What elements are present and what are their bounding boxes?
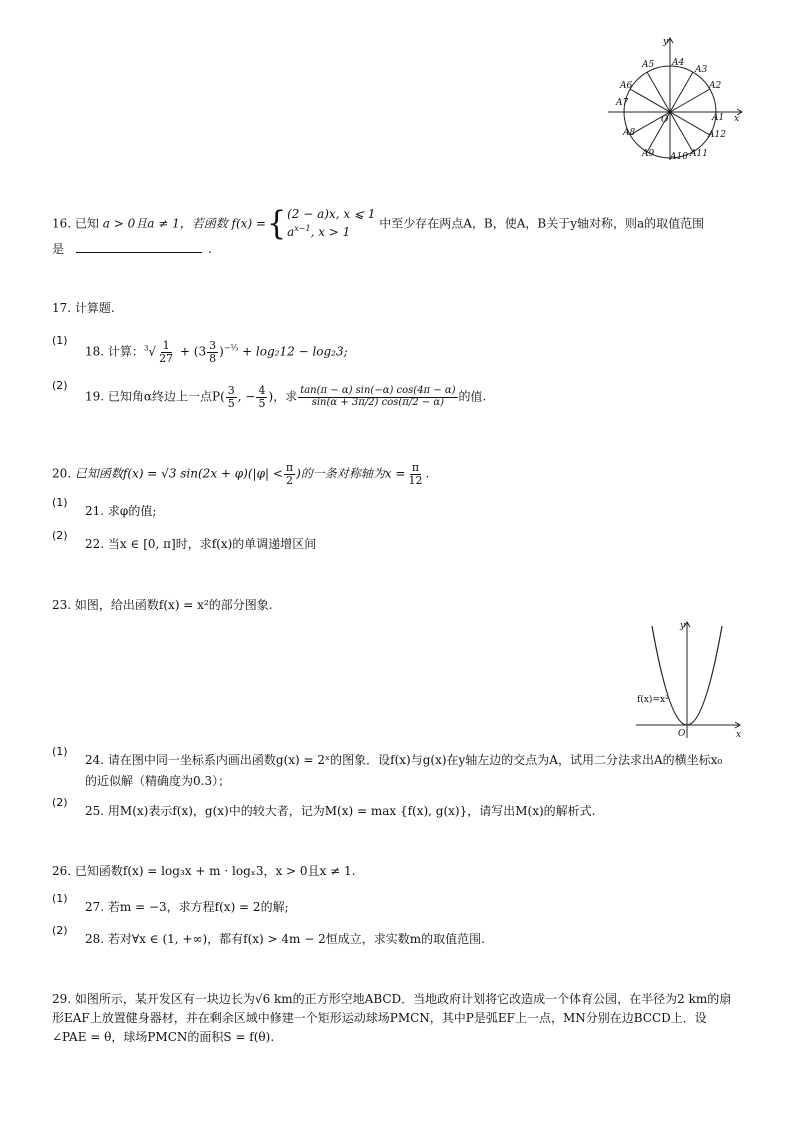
q20-number: 20.	[52, 466, 72, 481]
q16-pre: 已知	[74, 216, 99, 231]
q26-text: 已知函数f(x) = log₃x + m · logₓ3，x > 0且x ≠ 1.	[74, 864, 356, 878]
q26-part2-content: 28. 若对∀x ∈ (1, +∞)，都有f(x) > 4m − 2恒成立，求实数m的取值范围.	[85, 932, 485, 946]
label-o: O	[678, 729, 686, 739]
label-a9: A9	[642, 149, 655, 159]
question-29-line3	[52, 1030, 274, 1046]
q16-cases	[287, 206, 375, 242]
label-x: x	[736, 730, 742, 740]
unit-circle-figure	[606, 32, 756, 164]
q23-text: 如图，给出函数f(x) = x²的部分图象.	[74, 598, 273, 612]
q16-answer-blank[interactable]	[76, 240, 202, 253]
q16-end: .	[208, 242, 212, 256]
q16-post: 中至少存在两点A，B，使A，B关于y轴对称，则a的取值范围	[379, 216, 705, 231]
q26-part1-number: (1)	[52, 892, 68, 905]
label-o: O	[661, 115, 669, 125]
question-16-line2	[52, 240, 212, 258]
q20-mid: )的一条对称轴为x =	[296, 466, 406, 481]
q23-number: 23.	[52, 598, 72, 612]
label-a3: A3	[695, 65, 708, 75]
label-a12: A12	[708, 130, 726, 140]
label-a6: A6	[620, 81, 633, 91]
label-a10: A10	[670, 152, 688, 162]
label-a8: A8	[623, 128, 636, 138]
q20-part1-number: (1)	[52, 496, 68, 509]
q16-case1: (2 − a)x, x ⩽ 1	[287, 207, 376, 221]
label-a1: A1	[712, 113, 725, 123]
q29-line3: ∠PAE = θ，球场PMCN的面积S = f(θ).	[52, 1030, 275, 1044]
label-a4: A4	[672, 58, 685, 68]
q16-number: 16.	[52, 216, 72, 231]
q23-part2-content: 25. 用M(x)表示f(x)，g(x)中的较大者，记为M(x) = max {f(x), g(x)}，请写出M(x)的解析式.	[85, 804, 596, 818]
label-a11: A11	[690, 149, 708, 159]
q16-line2-text: 是	[52, 242, 65, 256]
q17-part1-content: 18. 计算：$^3$√ $\frac{1}{27}$ + (3 $\frac{3}{8}$ )$^{-\frac{1}{3}}$ + log₂12 − log₂3;	[85, 339, 348, 365]
q17-part1-number: (1)	[52, 334, 68, 347]
q23-part1-number: (1)	[52, 745, 68, 758]
question-23	[52, 598, 273, 614]
q29-line2: 形EAF上放置健身器材，并在剩余区域中修建一个矩形运动球场PMCN，其中P是弧EF上一点，MN分别在边BCCD上．设	[52, 1011, 707, 1025]
q23-part2-number: (2)	[52, 796, 68, 809]
label-y: y	[663, 37, 669, 47]
question-17	[52, 301, 115, 317]
q26-part2-number: (2)	[52, 924, 68, 937]
label-a2: A2	[709, 81, 722, 91]
q16-brace: {	[267, 204, 287, 243]
q16-case2: $a^{x-1}$, x > 1	[287, 224, 351, 240]
question-16	[52, 206, 704, 242]
q29-number: 29.	[52, 992, 72, 1006]
q20-part2-number: (2)	[52, 529, 68, 542]
label-fx: f(x)=x²	[637, 695, 669, 705]
q20-text: 已知函数f(x) = √3 sin(2x + φ)(|φ| <	[74, 466, 283, 481]
q23-part1-content-line2: 的近似解（精确度为0.3）；	[85, 774, 231, 788]
label-a5: A5	[642, 60, 655, 70]
q17-part2-content: 19. 已知角α终边上一点P( $\frac{3}{5}$ , − $\frac{4}{5}$ )，求 $\frac{\tan(\pi - \alpha) \sin(-\alpha) \cos(4\pi - \alpha)}{\sin(\alpha + 3\pi/2) \cos(\pi/2 - \alpha)}$ 的值.	[85, 384, 487, 410]
question-20: 20. 已知函数f(x) = √3 sin(2x + φ)(|φ| < $\frac{\pi}{2}$ )的一条对称轴为x = $\frac{\pi}{12}$ .	[52, 461, 430, 487]
question-29-line2	[52, 1011, 707, 1027]
question-29	[52, 992, 731, 1008]
q26-part1-content: 27. 若m = −3，求方程f(x) = 2的解;	[85, 900, 289, 914]
q17-number: 17.	[52, 301, 72, 315]
label-a7: A7	[616, 98, 629, 108]
q29-line1: 如图所示，某开发区有一块边长为√6 km的正方形空地ABCD．当地政府计划将它改造成一个体育公园，在半径为2 km的扇	[74, 992, 732, 1006]
q16-fname: f(x) =	[231, 216, 266, 231]
parabola-figure	[634, 616, 744, 742]
q20-part2-content: 22. 当x ∈ [0, π]时，求f(x)的单调递增区间	[85, 537, 317, 551]
q17-part2-number: (2)	[52, 379, 68, 392]
q23-part1-content: 24. 请在图中同一坐标系内画出函数g(x) = 2ˣ的图象．设f(x)与g(x)在y轴左边的交点为A，试用二分法求出A的横坐标x₀	[85, 753, 723, 767]
label-x: x	[734, 114, 740, 124]
question-26	[52, 864, 355, 880]
q16-cond: a > 0且a ≠ 1，若函数	[102, 216, 228, 231]
q20-part1-content: 21. 求φ的值;	[85, 504, 157, 518]
q17-text: 计算题.	[74, 301, 115, 315]
label-y: y	[680, 621, 686, 631]
q26-number: 26.	[52, 864, 72, 878]
